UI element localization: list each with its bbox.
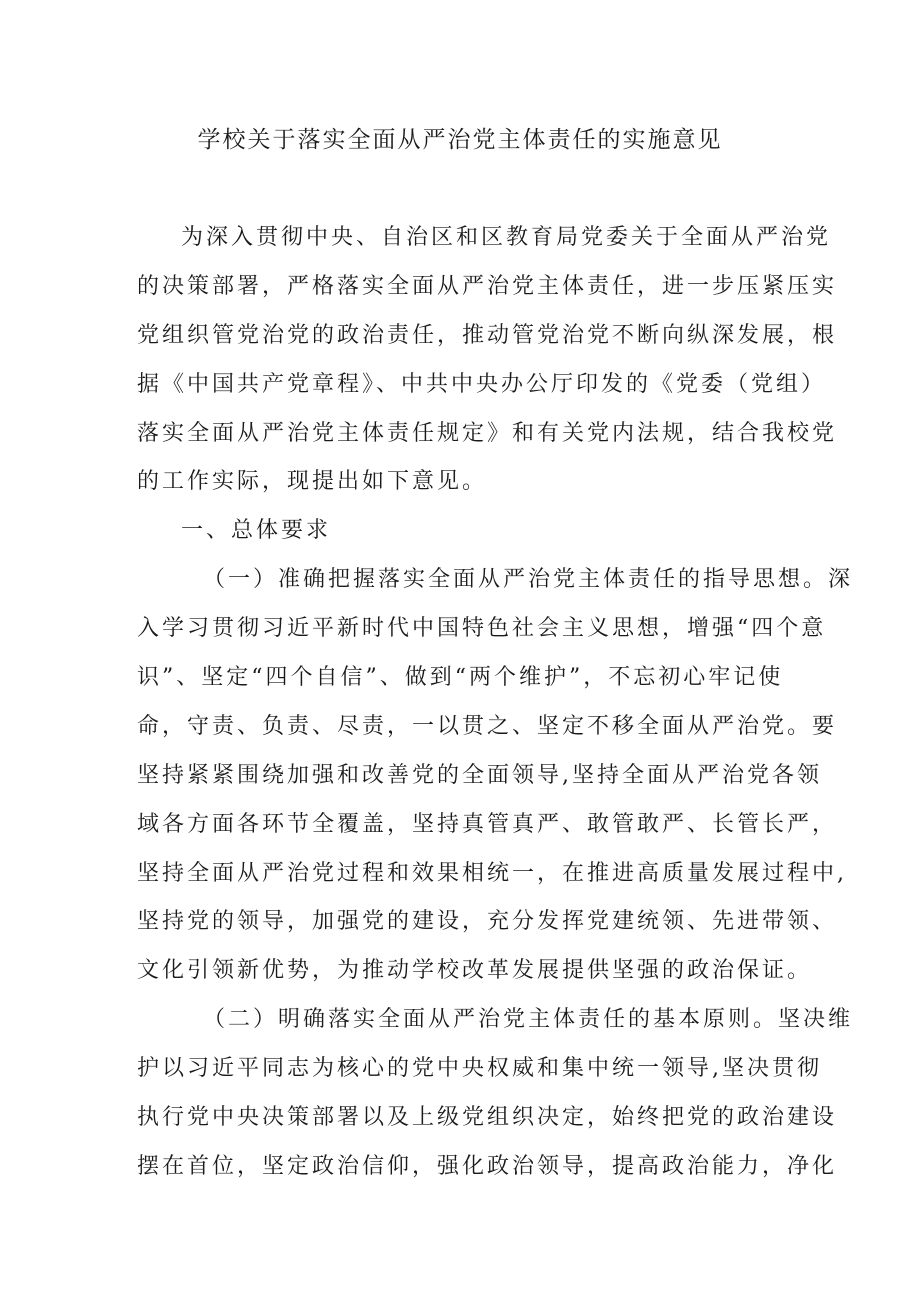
document-title: 学校关于落实全面从严治党主体责任的实施意见 [197,127,723,153]
paragraph-line: 摆在首位，坚定政治信仰，强化政治领导，提高政治能力，净化 [137,1153,838,1179]
paragraph-line: 为深入贯彻中央、自治区和区教育局党委关于全面从严治党 [181,225,832,250]
section-heading: 一、总体要求 [181,518,332,544]
paragraph-line: 落实全面从严治党主体责任规定》和有关党内法规，结合我校党 [137,420,838,446]
paragraph-line: 坚持紧紧围绕加强和改善党的全面领导,坚持全面从严治党各领 [137,762,822,788]
paragraph-line: 的决策部署，严格落实全面从严治党主体责任，进一步压紧压实 [137,273,838,299]
paragraph-line: 坚持全面从严治党过程和效果相统一，在推进高质量发展过程中, [137,860,847,886]
paragraph-line: 识”、坚定“四个自信”、做到“两个维护”，不忘初心牢记使 [137,665,784,691]
document-body [137,214,854,1192]
paragraph-line: 文化引领新优势，为推动学校改革发展提供坚强的政治保证。 [137,958,813,984]
paragraph-line: （二）明确落实全面从严治党主体责任的基本原则。坚决维 [203,1007,854,1033]
paragraph-line: 坚持党的领导，加强党的建设，充分发挥党建统领、先进带领、 [137,909,838,935]
paragraph-line: 的工作实际，现提出如下意见。 [137,469,488,495]
paragraph-line: 据《中国共产党章程》、中共中央办公厅印发的《党委（党组） [137,371,827,397]
paragraph-line: 命，守责、负责、尽责，一以贯之、坚定不移全面从严治党。要 [137,713,838,739]
paragraph-line: 入学习贯彻习近平新时代中国特色社会主义思想，增强“四个意 [137,616,827,642]
paragraph-line: 域各方面各环节全覆盖，坚持真管真严、敢管敢严、长管长严， [137,811,838,837]
paragraph-line: 党组织管党治党的政治责任，推动管党治党不断向纵深发展，根 [137,322,838,348]
paragraph-line: 护以习近平同志为核心的党中央权威和集中统一领导,坚决贯彻 [137,1056,822,1082]
paragraph-line: （一）准确把握落实全面从严治党主体责任的指导思想。深 [203,567,854,593]
paragraph-line: 执行党中央决策部署以及上级党组织决定，始终把党的政治建设 [137,1105,838,1131]
